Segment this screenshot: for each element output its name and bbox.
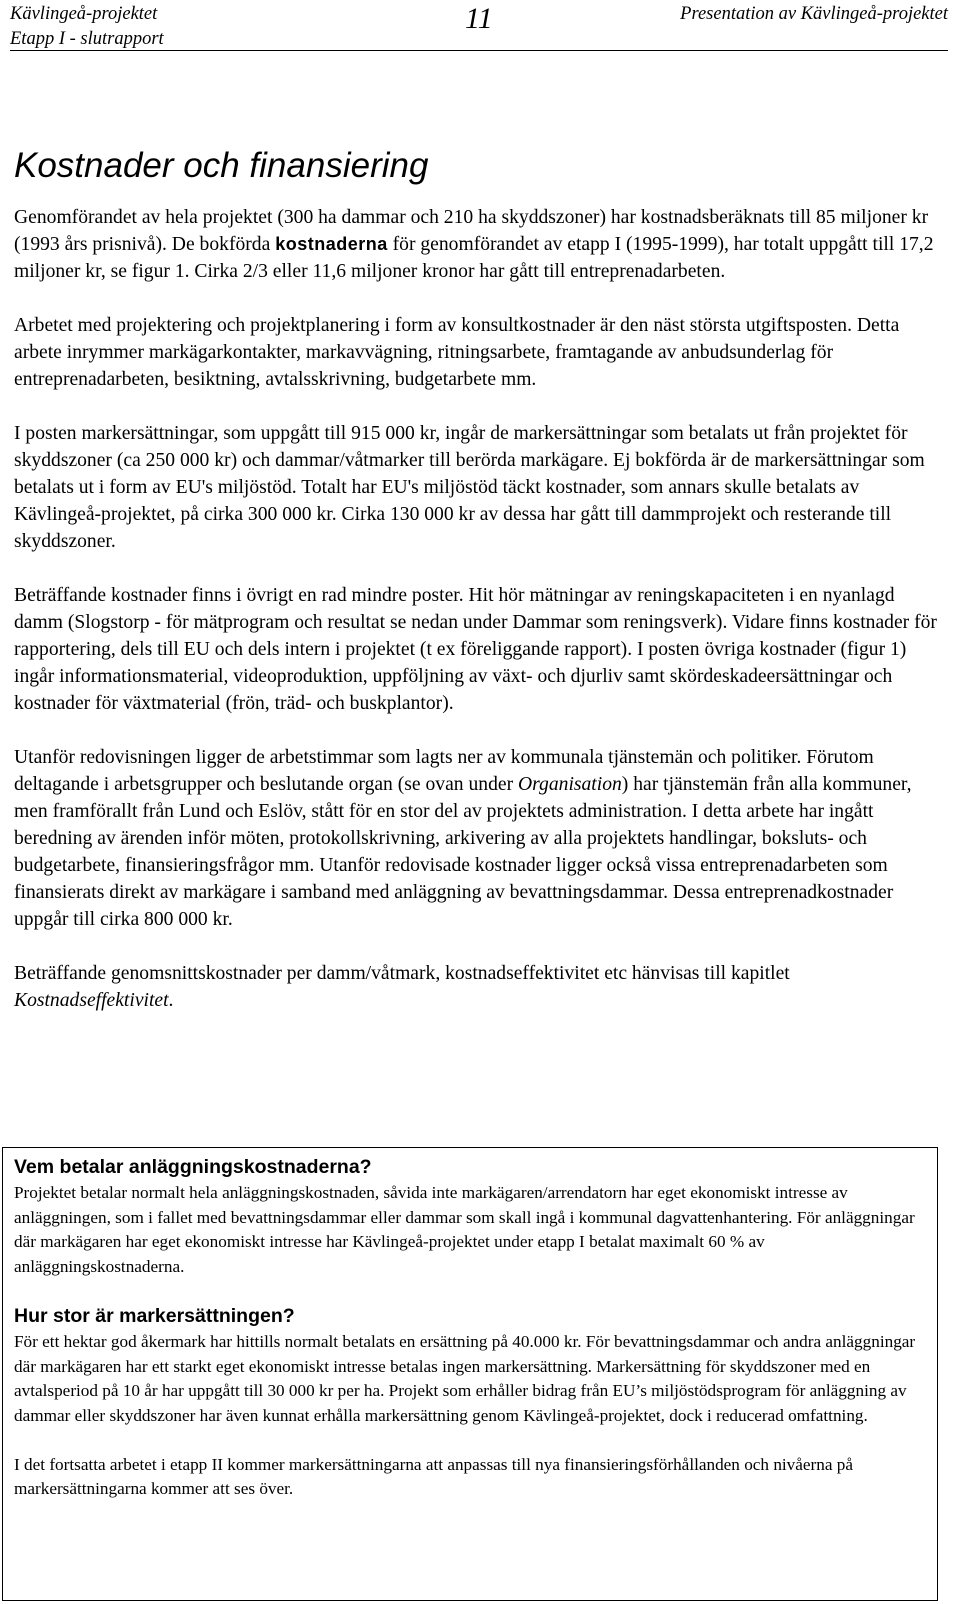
paragraph-costs	[14, 204, 944, 285]
page-header	[10, 0, 948, 51]
section-title: Kostnader och finansiering	[14, 146, 429, 185]
paragraph-land-compensation: I posten markersättningar, som uppgått till 915 000 kr, ingår de markersättningar som betalats ut från projektet för skyddszoner (ca 250 000 kr) och dammar/våtmarker till berörda markägare. Ej bokförda är de markersättningar som betalats ut i form av EU's miljöstöd. Totalt har EU's miljöstöd täckt kostnader, som annars skulle betalats av Kävlingeå-projektet, på cirka 300 000 kr. Cirka 130 000 kr av dessa har gått till dammprojekt och resterande till skyddszoner.	[14, 423, 925, 552]
paragraph-average-costs	[14, 960, 944, 1014]
p1-text-b: för genomförandet av etapp I (1995-1999), har totalt uppgått till 17,2 miljoner kr, se figur 1. Cirka 2/3 eller 11,6 miljoner kronor har gått till entreprenadarbeten.	[14, 234, 934, 282]
header-report-name: Etapp I - slutrapport	[10, 29, 164, 49]
p6-text-b: .	[168, 990, 174, 1011]
p6-text-a: Beträffande genomsnittskostnader per damm/våtmark, kostnadseffektivitet etc hänvisas till kapitlet	[14, 963, 790, 984]
header-project-name: Kävlingeå-projektet	[10, 4, 158, 24]
p6-italic-ref: Kostnadseffektivitet	[14, 990, 169, 1011]
p5-text-a: Utanför redovisningen ligger de arbetstimmar som lagts ner av kommunala tjänstemän och politiker. Förutom deltagande i arbetsgrupper och beslutande organ (se ovan under	[14, 747, 874, 795]
paragraph-consulting: Arbetet med projektering och projektplanering i form av konsultkostnader är den näst största utgiftsposten. Detta arbete inrymmer markägarkontakter, markavvägning, ritningsarbete, framtagande av anbudsunderlag för entreprenadarbeten, besiktning, avtalsskrivning, budgetarbete mm.	[14, 315, 900, 390]
p1-bold-term: kostnaderna	[275, 234, 388, 254]
p5-italic-ref: Organisation	[518, 774, 622, 795]
header-left	[10, 2, 164, 52]
paragraph-other-costs: Beträffande kostnader finns i övrigt en rad mindre poster. Hit hör mätningar av reningskapaciteten i en nyanlagd damm (Slogstorp - för mätprogram och resultat se nedan under Dammar som reningsverk). Vidare finns kostnader för rapportering, dels till EU och dels intern i projektet (t ex föreliggande rapport). I posten övriga kostnader (figur 1) ingår informationsmaterial, videoproduktion, uppföljning av växt- och djurliv samt skördeskadeersättningar och kostnader för växtmaterial (frön, träd- och buskplantor).	[14, 585, 937, 714]
p5-text-b: ) har tjänstemän från alla kommuner, men framförallt från Lund och Eslöv, stått för en stor del av projektets administration. I detta arbete har ingått beredning av ärenden inför möten, protokollskrivning, arkivering av alla projektets handlingar, boksluts- och budgetarbete, finansieringsfrågor mm. Utanför redovisade kostnader ligger också vissa entreprenadarbeten som finansierats direkt av markägare i samband med anläggning av bevattningsdammar. Dessa entreprenadkostnader uppgår till cirka 800 000 kr.	[14, 774, 912, 930]
info-box	[2, 1147, 938, 1601]
box-text-future: I det fortsatta arbetet i etapp II kommer markersättningarna att anpassas till nya finansieringsförhållanden och nivåerna på markersättningarna kommer att ses över.	[14, 1454, 853, 1499]
paragraph-outside-accounts	[14, 744, 944, 933]
box-heading-who-pays: Vem betalar anläggningskostnaderna?	[14, 1156, 372, 1178]
info-box-content	[14, 1155, 929, 1526]
page-number: 11	[465, 2, 493, 35]
box-text-compensation: För ett hektar god åkermark har hittills normalt betalats en ersättning på 40.000 kr. För bevattningsdammar och andra anläggningar där markägaren har ett starkt eget ekonomiskt intresse betalas ingen markersättning. Markersättning för skyddszoner med en avtalsperiod på 10 år har uppgått till 30 000 kr per ha. Projekt som erhåller bidrag från EU’s miljöstödsprogram för anläggning av dammar eller skyddszoner har även kunnat erhålla markersättning genom Kävlingeå-projektet, dock i reducerad omfattning.	[14, 1331, 916, 1425]
body-text	[14, 204, 944, 1041]
header-section-title: Presentation av Kävlingeå-projektet	[680, 4, 948, 24]
box-heading-compensation: Hur stor är markersättningen?	[14, 1304, 295, 1327]
box-text-who-pays: Projektet betalar normalt hela anläggningskostnaden, såvida inte markägaren/arrendatorn har eget ekonomiskt intresse av anläggningen, som i fallet med bevattningsdammar eller dammar som skall ingå i kommunal dagvattenhantering. För anläggningar där markägaren har eget ekonomiskt intresse har Kävlingeå-projektet under etapp I betalat maximalt 60 % av anläggningskostnaderna.	[14, 1183, 915, 1277]
p1-text-a: Genomförandet av hela projektet (300 ha dammar och 210 ha skyddszoner) har kostnadsberäknats till 85 miljoner kr (1993 års prisnivå). De bokförda	[14, 207, 929, 255]
